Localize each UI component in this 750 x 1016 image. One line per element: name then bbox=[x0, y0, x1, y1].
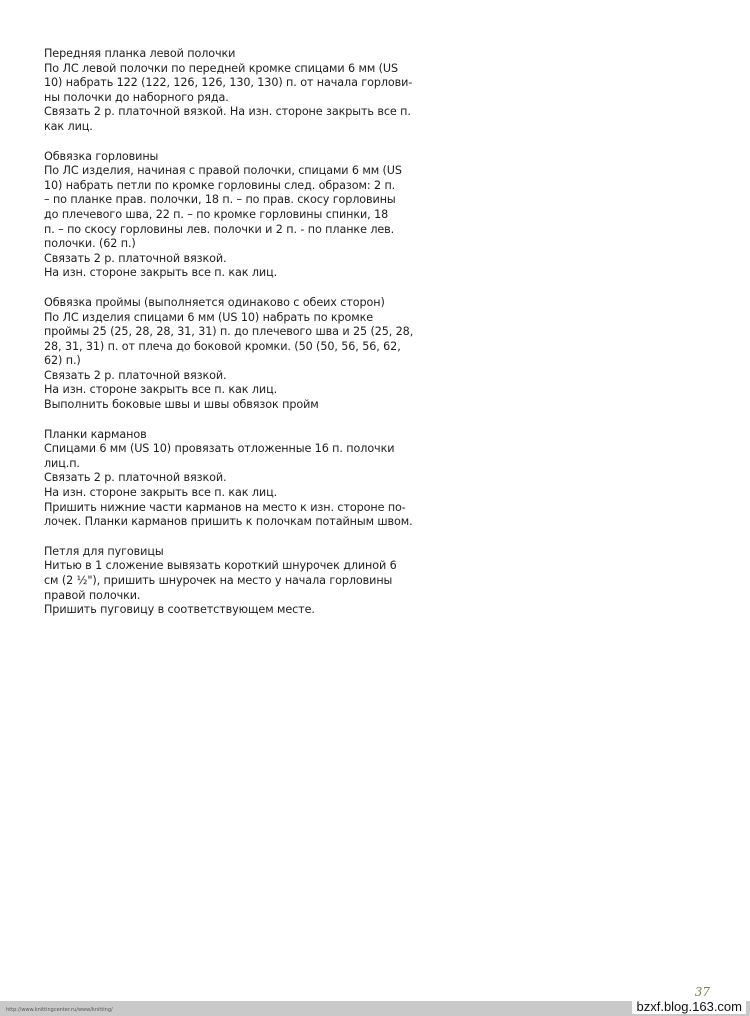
text-line: Спицами 6 мм (US 10) провязать отложенные 16 п. полочки bbox=[44, 442, 395, 456]
text-line: Связать 2 р. платочной вязкой. bbox=[44, 251, 227, 265]
text-line: полочки. (62 п.) bbox=[44, 237, 136, 251]
page-number: 37 bbox=[694, 985, 710, 999]
text-line: ны полочки до наборного ряда. bbox=[44, 90, 229, 104]
section-heading: Обвязка проймы (выполняется одинаково с обеих сторон) bbox=[44, 295, 385, 309]
section-left-front-band bbox=[44, 47, 413, 135]
text-line: 10) набрать петли по кромке горловины след. образом: 2 п. bbox=[44, 178, 396, 192]
text-line: 62) п.) bbox=[44, 354, 81, 368]
text-line: п. – по скосу горловины лев. полочки и 2 п. - по планке лев. bbox=[44, 222, 395, 236]
text-line: лиц.п. bbox=[44, 456, 80, 470]
text-line: – по планке прав. полочки, 18 п. – по прав. скосу горловины bbox=[44, 193, 396, 207]
text-line: лочек. Планки карманов пришить к полочкам потайным швом. bbox=[44, 515, 413, 529]
section-armhole-band bbox=[44, 295, 414, 413]
text-line: Пришить пуговицу в соответствующем месте. bbox=[44, 603, 315, 617]
watermark: bzxf.blog.163.com bbox=[632, 999, 746, 1014]
document-body bbox=[44, 47, 414, 633]
text-line: Нитью в 1 сложение вывязать короткий шнурочек длиной 6 bbox=[44, 559, 397, 573]
text-line: На изн. стороне закрыть все п. как лиц. bbox=[44, 486, 278, 500]
text-line: Связать 2 р. платочной вязкой. bbox=[44, 368, 227, 382]
text-line: На изн. стороне закрыть все п. как лиц. bbox=[44, 383, 278, 397]
text-line: 28, 31, 31) п. от плеча до боковой кромки. (50 (50, 56, 56, 62, bbox=[44, 339, 401, 353]
text-line: как лиц. bbox=[44, 119, 93, 133]
section-heading: Планки карманов bbox=[44, 427, 147, 441]
section-pocket-bands bbox=[44, 427, 413, 530]
text-line: Выполнить боковые швы и швы обвязок пройм bbox=[44, 398, 319, 412]
text-line: до плечевого шва, 22 п. – по кромке горловины спинки, 18 bbox=[44, 207, 389, 221]
footer-url: http://www.knittingcenter.ru/www/knitting/ bbox=[6, 1007, 113, 1013]
text-line: правой полочки. bbox=[44, 588, 141, 602]
text-line: Связать 2 р. платочной вязкой. bbox=[44, 471, 227, 485]
text-line: На изн. стороне закрыть все п. как лиц. bbox=[44, 266, 278, 280]
text-line: проймы 25 (25, 28, 28, 31, 31) п. до плечевого шва и 25 (25, 28, bbox=[44, 325, 414, 339]
text-line: Связать 2 р. платочной вязкой. На изн. стороне закрыть все п. bbox=[44, 105, 411, 119]
section-heading: Обвязка горловины bbox=[44, 149, 159, 163]
section-neckband bbox=[44, 149, 402, 281]
section-heading: Передняя планка левой полочки bbox=[44, 47, 236, 60]
text-line: По ЛС изделия спицами 6 мм (US 10) набрать по кромке bbox=[44, 310, 374, 324]
section-button-loop bbox=[44, 544, 397, 618]
text-line: По ЛС левой полочки по передней кромке спицами 6 мм (US bbox=[44, 61, 398, 75]
text-line: По ЛС изделия, начиная с правой полочки, спицами 6 мм (US bbox=[44, 164, 402, 178]
section-heading: Петля для пуговицы bbox=[44, 544, 164, 558]
text-line: см (2 ½"), пришить шнурочек на место у начала горловины bbox=[44, 574, 393, 587]
text-line: 10) набрать 122 (122, 126, 126, 130, 130) п. от начала горлови- bbox=[44, 76, 413, 90]
text-line: Пришить нижние части карманов на место к изн. стороне по- bbox=[44, 500, 406, 514]
